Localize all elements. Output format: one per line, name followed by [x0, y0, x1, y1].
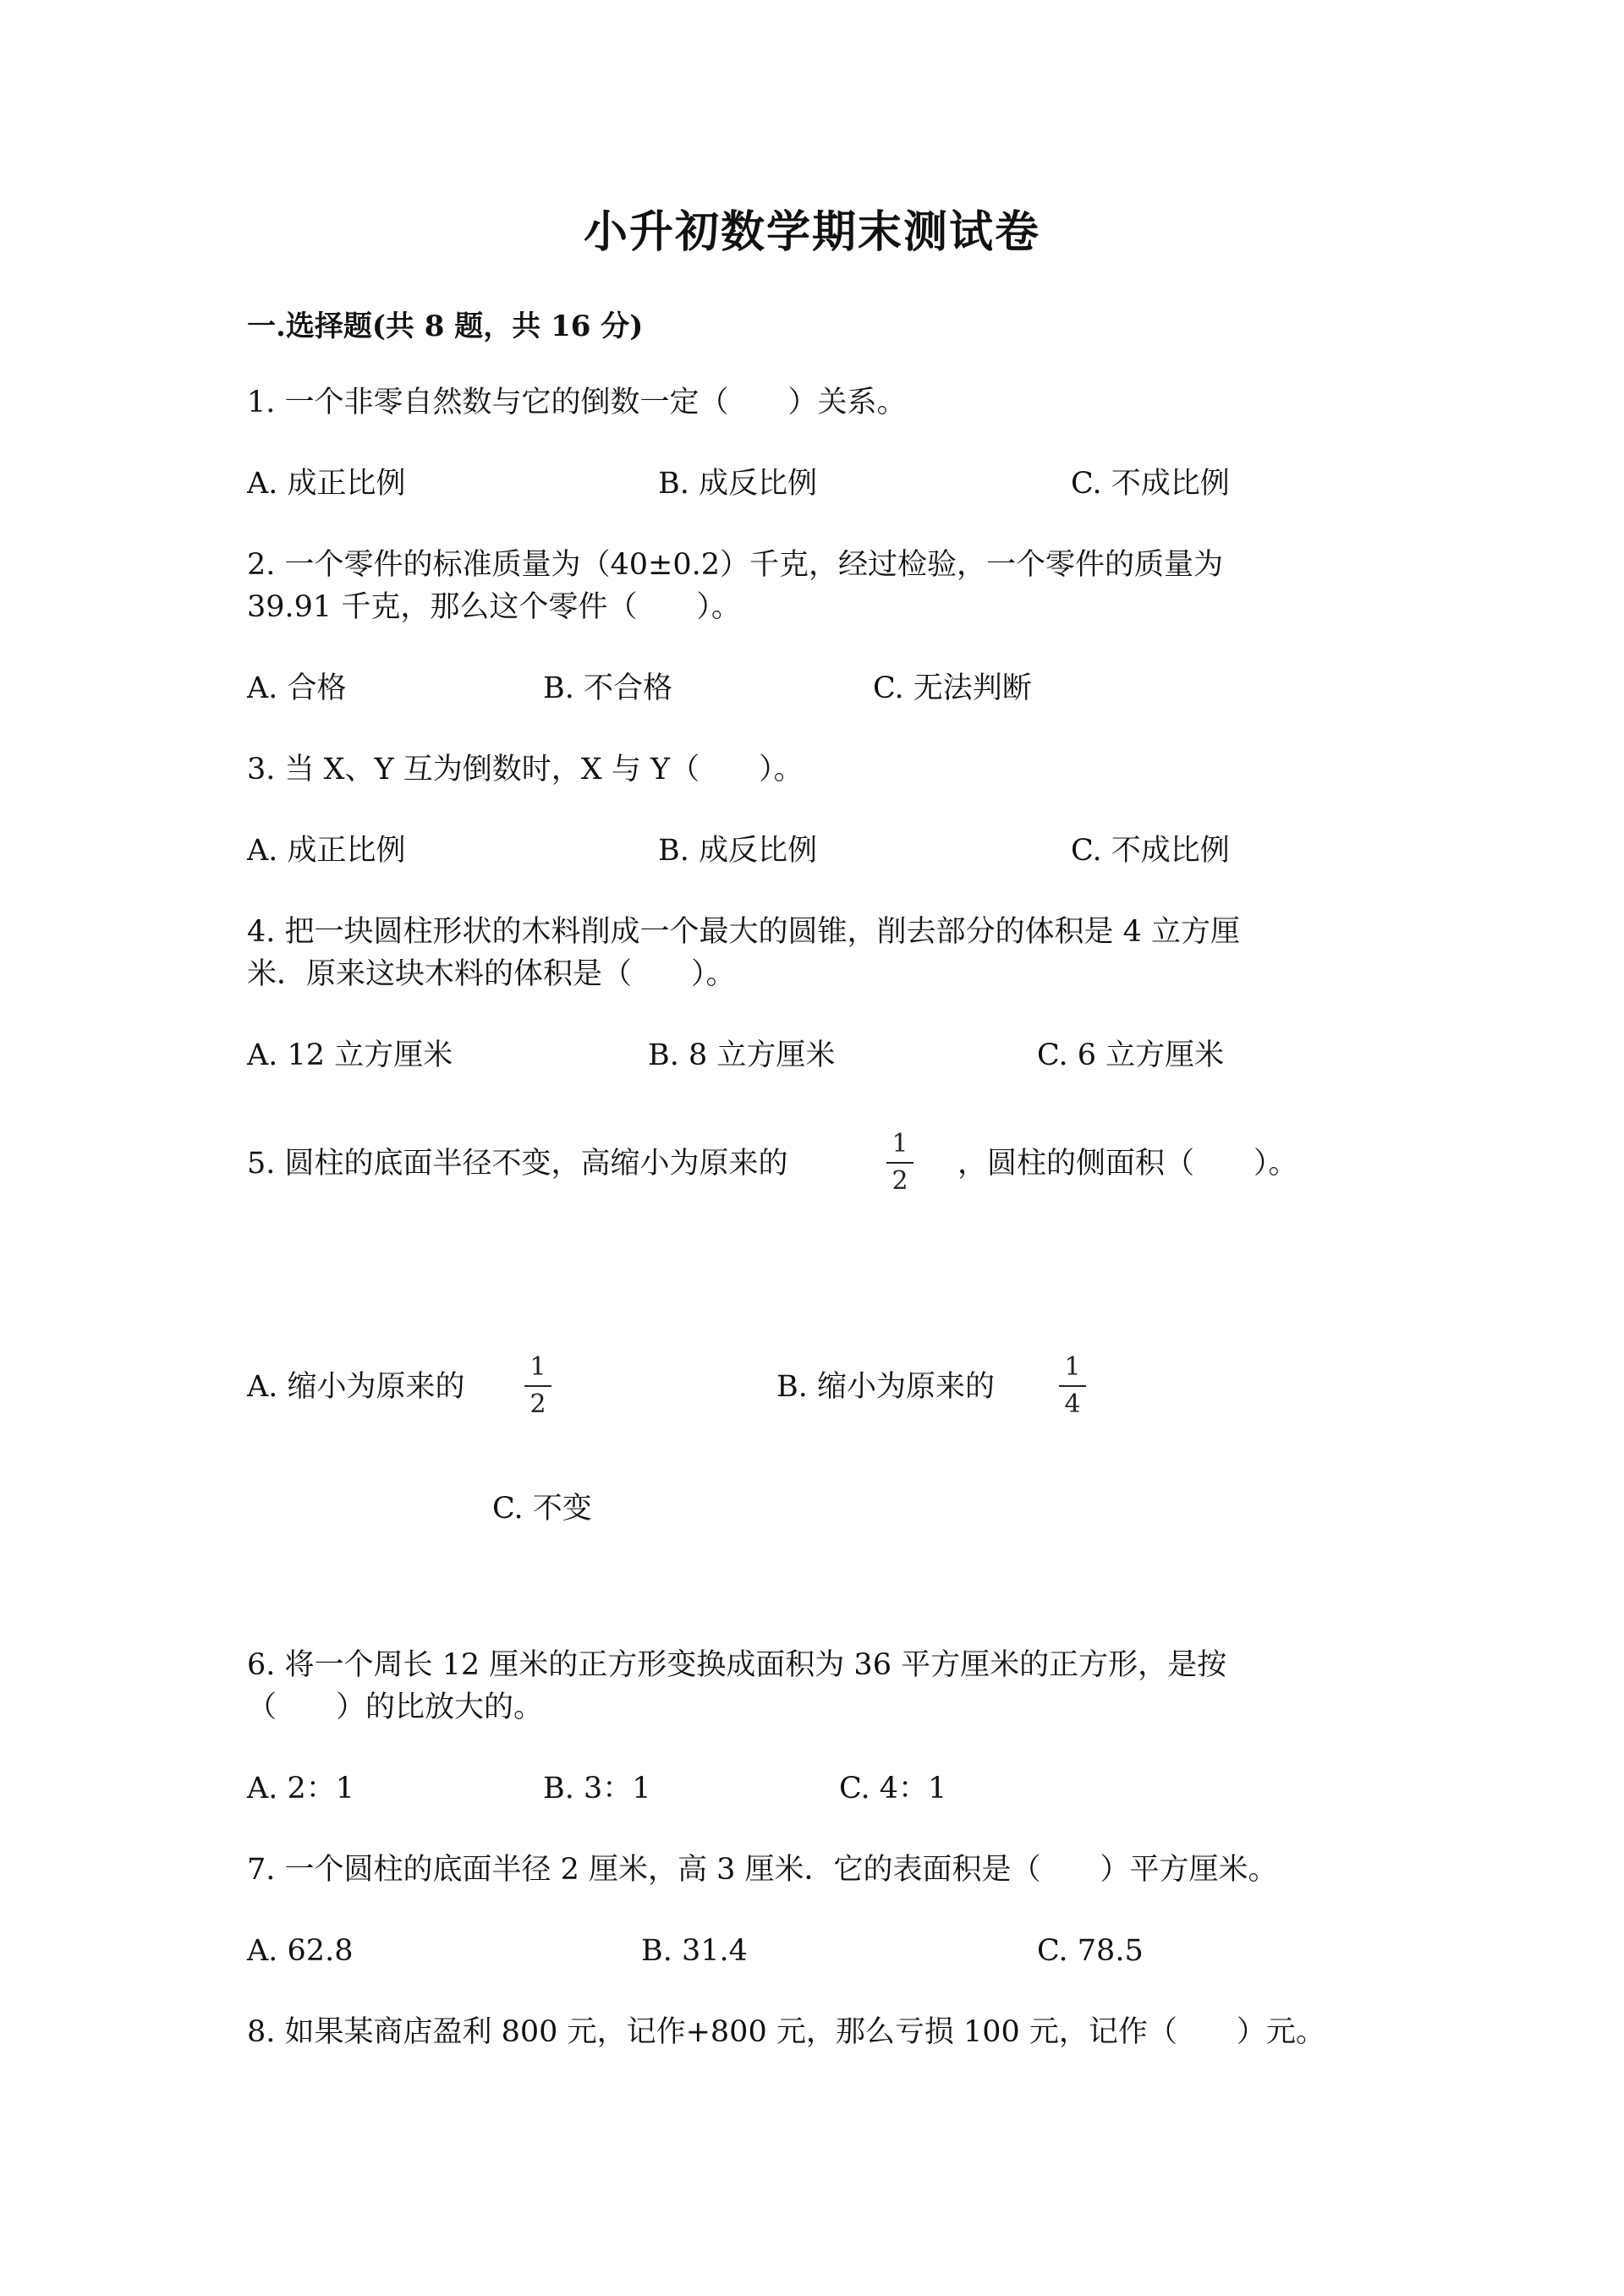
question-6-stem-line-1: 6. 将一个周长 12 厘米的正方形变换成面积为 36 平方厘米的正方形，是按 — [247, 1648, 1227, 1682]
question-3-option-a: A. 成正比例 — [247, 834, 406, 868]
question-5-option-b: B. 缩小为原来的 — [776, 1370, 995, 1404]
fraction-denominator: 4 — [1064, 1389, 1081, 1419]
section-heading: 一.选择题(共 8 题，共 16 分) — [247, 310, 644, 343]
fraction-denominator: 2 — [529, 1389, 546, 1419]
question-5-stem-start: 5. 圆柱的底面半径不变，高缩小为原来的 — [247, 1147, 788, 1181]
question-5-option-a-fraction — [521, 1353, 555, 1419]
question-1-option-b: B. 成反比例 — [658, 467, 817, 501]
question-4-stem-line-1: 4. 把一块圆柱形状的木料削成一个最大的圆锥，削去部分的体积是 4 立方厘 — [247, 915, 1241, 949]
fraction-bar — [1059, 1385, 1086, 1387]
question-6-option-a: A. 2：1 — [247, 1772, 355, 1806]
question-5-stem-end: ，圆柱的侧面积（ ）。 — [957, 1147, 1298, 1181]
question-5-fraction — [883, 1130, 917, 1196]
question-7-option-b: B. 31.4 — [641, 1934, 748, 1968]
question-1-option-c: C. 不成比例 — [1071, 467, 1230, 501]
fraction-numerator: 1 — [529, 1352, 546, 1382]
question-1-stem: 1. 一个非零自然数与它的倒数一定（ ）关系。 — [247, 386, 907, 419]
question-2-option-a: A. 合格 — [247, 671, 347, 705]
question-5-option-b-fraction — [1056, 1353, 1089, 1419]
fraction-numerator: 1 — [1064, 1352, 1081, 1382]
question-4-option-b: B. 8 立方厘米 — [648, 1038, 836, 1072]
question-8-stem: 8. 如果某商店盈利 800 元，记作+800 元，那么亏损 100 元，记作（ ）元。 — [247, 2015, 1325, 2049]
question-7-option-a: A. 62.8 — [247, 1934, 354, 1968]
question-2-stem-line-1: 2. 一个零件的标准质量为（40±0.2）千克，经过检验，一个零件的质量为 — [247, 548, 1224, 582]
question-7-option-c: C. 78.5 — [1037, 1934, 1144, 1968]
question-4-option-a: A. 12 立方厘米 — [247, 1038, 453, 1072]
question-5-option-a: A. 缩小为原来的 — [247, 1370, 465, 1404]
question-2-stem-line-2: 39.91 千克，那么这个零件（ ）。 — [247, 590, 741, 624]
question-1-option-a: A. 成正比例 — [247, 467, 406, 501]
fraction-bar — [886, 1162, 914, 1164]
question-4-option-c: C. 6 立方厘米 — [1037, 1038, 1225, 1072]
question-6-stem-line-2: （ ）的比放大的。 — [247, 1690, 544, 1724]
question-2-option-b: B. 不合格 — [543, 671, 672, 705]
question-4-stem-line-2: 米．原来这块木料的体积是（ ）。 — [247, 957, 736, 991]
question-6-option-c: C. 4：1 — [839, 1772, 947, 1806]
question-3-stem: 3. 当 X、Y 互为倒数时，X 与 Y（ ）。 — [247, 753, 804, 786]
fraction-numerator: 1 — [892, 1129, 908, 1159]
question-5-option-c: C. 不变 — [492, 1492, 592, 1526]
question-2-option-c: C. 无法判断 — [873, 671, 1032, 705]
page-title: 小升初数学期末测试卷 — [583, 206, 1040, 258]
question-3-option-b: B. 成反比例 — [658, 834, 817, 868]
question-6-option-b: B. 3：1 — [543, 1772, 651, 1806]
question-7-stem: 7. 一个圆柱的底面半径 2 厘米，高 3 厘米．它的表面积是（ ）平方厘米。 — [247, 1853, 1278, 1887]
fraction-denominator: 2 — [892, 1166, 908, 1196]
fraction-bar — [524, 1385, 551, 1387]
question-3-option-c: C. 不成比例 — [1071, 834, 1230, 868]
